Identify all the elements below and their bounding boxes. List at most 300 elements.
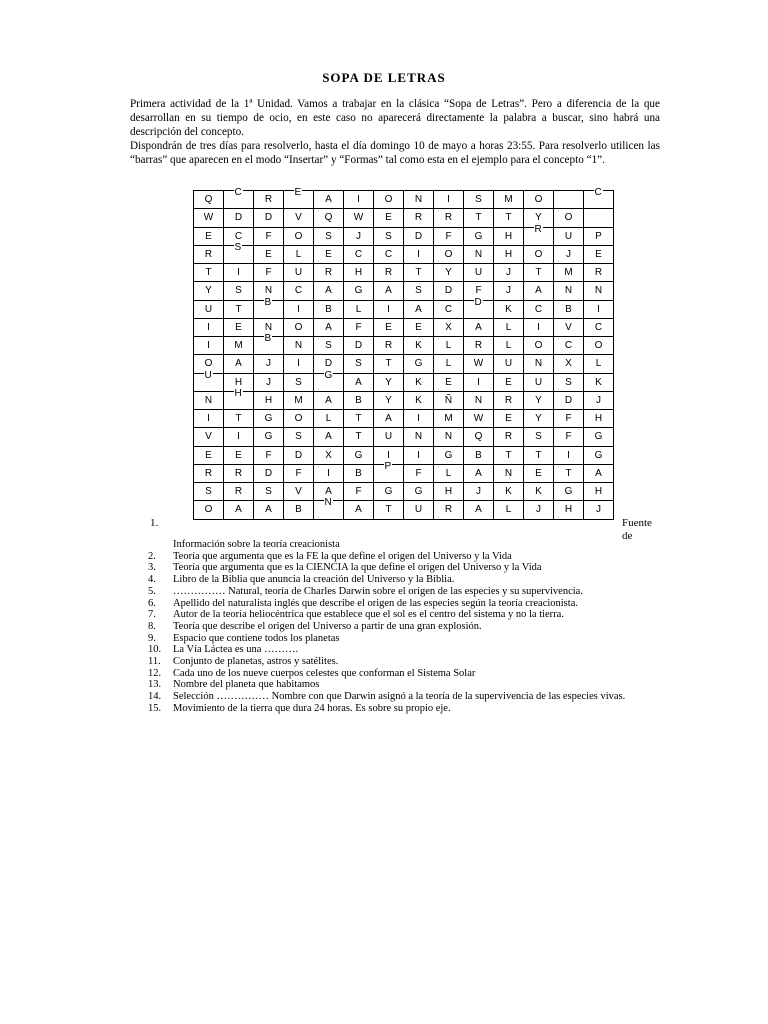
grid-cell: O bbox=[194, 355, 224, 373]
grid-cell: I bbox=[404, 446, 434, 464]
clue-item bbox=[148, 562, 688, 574]
overlay-letter: N bbox=[324, 497, 332, 509]
grid-cell: T bbox=[524, 264, 554, 282]
grid-cell: A bbox=[404, 300, 434, 318]
grid-row bbox=[194, 483, 614, 501]
grid-cell: N bbox=[194, 391, 224, 409]
grid-cell: O bbox=[524, 191, 554, 209]
grid-cell: T bbox=[194, 264, 224, 282]
grid-cell: D bbox=[434, 282, 464, 300]
grid-cell: Y bbox=[374, 373, 404, 391]
grid-cell: T bbox=[374, 501, 404, 519]
grid-cell: F bbox=[464, 282, 494, 300]
grid-cell: J bbox=[494, 282, 524, 300]
grid-cell: A bbox=[314, 428, 344, 446]
grid-cell: D bbox=[404, 227, 434, 245]
grid-cell: R bbox=[494, 428, 524, 446]
grid-cell: C bbox=[224, 227, 254, 245]
grid-cell: O bbox=[284, 410, 314, 428]
grid-row bbox=[194, 464, 614, 482]
overlay-letter: S bbox=[234, 241, 242, 253]
grid-cell: M bbox=[554, 264, 584, 282]
clue-number: 9. bbox=[148, 632, 156, 644]
grid-cell: T bbox=[404, 264, 434, 282]
grid-cell: O bbox=[524, 337, 554, 355]
grid-cell: A bbox=[374, 282, 404, 300]
grid-cell: W bbox=[464, 355, 494, 373]
grid-cell: C bbox=[524, 300, 554, 318]
clue-item bbox=[148, 539, 688, 551]
overlay-letter: U bbox=[204, 369, 212, 381]
grid-cell: D bbox=[314, 355, 344, 373]
intro-paragraph: Primera actividad de la 1ª Unidad. Vamos a trabajar en la clásica “Sopa de Letras”. Pero a diferencia de la que desarrollan en su tiempo de ocio, en este caso no aparecerá directamente la palabra a buscar, sino habrá una descripción del concepto. bbox=[130, 98, 660, 138]
grid-cell: E bbox=[434, 373, 464, 391]
grid-cell: H bbox=[494, 227, 524, 245]
grid-cell: S bbox=[524, 428, 554, 446]
grid-cell: L bbox=[434, 355, 464, 373]
grid-cell: S bbox=[404, 282, 434, 300]
grid-cell: N bbox=[284, 337, 314, 355]
grid-cell: C bbox=[584, 318, 614, 336]
grid-cell: E bbox=[494, 410, 524, 428]
grid-cell: H bbox=[434, 483, 464, 501]
grid-cell: M bbox=[284, 391, 314, 409]
grid-cell: I bbox=[374, 446, 404, 464]
grid-row bbox=[194, 337, 614, 355]
grid-cell: A bbox=[314, 191, 344, 209]
grid-cell: I bbox=[224, 264, 254, 282]
clue-item bbox=[148, 609, 688, 621]
grid-cell: L bbox=[584, 355, 614, 373]
grid-cell: E bbox=[224, 318, 254, 336]
grid-row bbox=[194, 446, 614, 464]
grid-cell: R bbox=[194, 245, 224, 263]
grid-cell: A bbox=[344, 501, 374, 519]
grid-row bbox=[194, 373, 614, 391]
grid-cell: E bbox=[494, 373, 524, 391]
grid-cell: C bbox=[344, 245, 374, 263]
grid-cell: P bbox=[584, 227, 614, 245]
overlay-letter: D bbox=[474, 296, 482, 308]
clue-text: Selección …………… Nombre con que Darwin asignó a la teoría de la supervivencia de las especies vivas. bbox=[173, 691, 626, 703]
grid-cell: G bbox=[254, 410, 284, 428]
grid-cell: J bbox=[524, 501, 554, 519]
grid-cell: I bbox=[404, 245, 434, 263]
grid-cell: L bbox=[494, 318, 524, 336]
grid-cell: J bbox=[464, 483, 494, 501]
clue-item bbox=[148, 703, 688, 715]
grid-cell: G bbox=[254, 428, 284, 446]
grid-cell: G bbox=[464, 227, 494, 245]
clue-item bbox=[148, 551, 688, 563]
clue-item bbox=[148, 574, 688, 586]
grid-cell: A bbox=[224, 355, 254, 373]
grid-cell: G bbox=[344, 446, 374, 464]
clue-number: 12. bbox=[148, 667, 162, 679]
clue-text: Teoría que describe el origen del Universo a partir de una gran explosión. bbox=[173, 620, 482, 632]
overlay-letter: H bbox=[234, 387, 242, 399]
grid-row bbox=[194, 209, 614, 227]
grid-cell: R bbox=[374, 337, 404, 355]
grid-cell: E bbox=[254, 245, 284, 263]
grid-cell: N bbox=[494, 464, 524, 482]
grid-cell: I bbox=[584, 300, 614, 318]
grid-cell: N bbox=[584, 282, 614, 300]
grid-cell: C bbox=[284, 282, 314, 300]
grid-cell: G bbox=[584, 446, 614, 464]
grid-cell: L bbox=[314, 410, 344, 428]
clue-text: Libro de la Biblia que anuncia la creación del Universo y la Biblia. bbox=[173, 574, 455, 586]
grid-cell: Ñ bbox=[434, 391, 464, 409]
grid-cell: O bbox=[434, 245, 464, 263]
grid-cell: B bbox=[344, 391, 374, 409]
overlay-letter: G bbox=[324, 369, 333, 381]
grid-cell: G bbox=[404, 483, 434, 501]
grid-cell: K bbox=[494, 300, 524, 318]
page-title: SOPA DE LETRAS bbox=[322, 70, 446, 85]
clue-item bbox=[148, 621, 688, 633]
grid-cell: D bbox=[284, 446, 314, 464]
grid-cell: Q bbox=[194, 191, 224, 209]
clue-text: Información sobre la teoría creacionista bbox=[173, 539, 340, 550]
grid-cell: A bbox=[524, 282, 554, 300]
grid-cell: S bbox=[314, 227, 344, 245]
grid-cell: F bbox=[344, 318, 374, 336]
grid-cell: H bbox=[494, 245, 524, 263]
grid-cell: E bbox=[314, 245, 344, 263]
grid-cell: N bbox=[524, 355, 554, 373]
clue-number: 10. bbox=[148, 644, 162, 656]
grid-cell: H bbox=[554, 501, 584, 519]
clue-text: Autor de la teoría heliocéntrica que establece que el sol es el centro del sistema y no la tierra. bbox=[173, 609, 564, 621]
grid-cell: C bbox=[374, 245, 404, 263]
clue-text: Teoría que argumenta que es la CIENCIA la que define el origen del Universo y la Vida bbox=[173, 562, 542, 574]
clue-item bbox=[148, 679, 688, 691]
grid-cell: K bbox=[494, 483, 524, 501]
grid-cell: F bbox=[344, 483, 374, 501]
grid-cell: H bbox=[254, 391, 284, 409]
grid-cell: O bbox=[554, 209, 584, 227]
grid-cell: U bbox=[464, 264, 494, 282]
grid-cell: A bbox=[464, 464, 494, 482]
grid-cell: R bbox=[194, 464, 224, 482]
grid-cell bbox=[584, 209, 614, 227]
grid-cell: J bbox=[344, 227, 374, 245]
grid-cell: T bbox=[344, 428, 374, 446]
grid-cell: A bbox=[314, 483, 344, 501]
grid-cell: I bbox=[554, 446, 584, 464]
grid-cell: D bbox=[224, 209, 254, 227]
grid-cell: T bbox=[524, 446, 554, 464]
clue-text: …………… Natural, teoría de Charles Darwin sobre el origen de las especies y su supervivencia. bbox=[173, 585, 583, 597]
grid-cell: J bbox=[584, 391, 614, 409]
grid-cell: S bbox=[374, 227, 404, 245]
grid-cell: B bbox=[284, 501, 314, 519]
grid-cell: R bbox=[374, 264, 404, 282]
clue-item bbox=[148, 633, 688, 645]
overlay-letter: R bbox=[534, 223, 542, 235]
grid-cell: T bbox=[464, 209, 494, 227]
grid-cell: A bbox=[464, 318, 494, 336]
grid-cell: I bbox=[464, 373, 494, 391]
grid-cell: T bbox=[224, 300, 254, 318]
grid-cell: U bbox=[554, 227, 584, 245]
grid-cell: Y bbox=[194, 282, 224, 300]
grid-row bbox=[194, 191, 614, 209]
clue-number: 1. bbox=[150, 517, 159, 529]
grid-row bbox=[194, 318, 614, 336]
grid-cell: A bbox=[374, 410, 404, 428]
fuente-label: Fuente de bbox=[622, 517, 652, 542]
grid-cell: B bbox=[554, 300, 584, 318]
grid-cell: I bbox=[524, 318, 554, 336]
grid-cell: L bbox=[284, 245, 314, 263]
overlay-letter: P bbox=[384, 460, 392, 472]
grid-row bbox=[194, 391, 614, 409]
grid-cell: V bbox=[284, 209, 314, 227]
grid-row bbox=[194, 501, 614, 519]
grid-cell: K bbox=[584, 373, 614, 391]
clue-text: Movimiento de la tierra que dura 24 horas. Es sobre su propio eje. bbox=[173, 702, 451, 714]
grid-cell: Q bbox=[314, 209, 344, 227]
clue-number: 2. bbox=[148, 550, 156, 562]
grid-cell: A bbox=[344, 373, 374, 391]
grid-cell: G bbox=[584, 428, 614, 446]
grid-cell: E bbox=[194, 227, 224, 245]
grid-cell: V bbox=[554, 318, 584, 336]
grid-cell: N bbox=[404, 428, 434, 446]
grid-cell: W bbox=[194, 209, 224, 227]
grid-cell: S bbox=[464, 191, 494, 209]
overlay-letter: C bbox=[234, 187, 242, 198]
grid-cell: G bbox=[434, 446, 464, 464]
grid-cell: S bbox=[554, 373, 584, 391]
grid-cell: G bbox=[404, 355, 434, 373]
grid-cell: I bbox=[284, 300, 314, 318]
intro-text bbox=[130, 97, 660, 167]
grid-cell: O bbox=[194, 501, 224, 519]
clue-text: Conjunto de planetas, astros y satélites. bbox=[173, 656, 339, 668]
grid-cell: O bbox=[284, 227, 314, 245]
clue-item bbox=[148, 668, 688, 680]
clue-text: Apellido del naturalista inglés que describe el origen de las especies según la teoría creacionista. bbox=[173, 597, 578, 609]
grid-cell: I bbox=[434, 191, 464, 209]
grid-cell: E bbox=[224, 446, 254, 464]
grid-cell: O bbox=[284, 318, 314, 336]
grid-cell: X bbox=[434, 318, 464, 336]
grid-cell: H bbox=[584, 483, 614, 501]
grid-cell: O bbox=[374, 191, 404, 209]
grid-cell: E bbox=[524, 464, 554, 482]
grid-cell: J bbox=[254, 373, 284, 391]
grid-cell: L bbox=[434, 337, 464, 355]
grid-cell: F bbox=[554, 410, 584, 428]
clue-item bbox=[148, 691, 688, 703]
grid-cell: L bbox=[494, 337, 524, 355]
grid-cell: T bbox=[554, 464, 584, 482]
clue-text: Espacio que contiene todos los planetas bbox=[173, 632, 340, 644]
clue-number: 3. bbox=[148, 562, 156, 574]
grid-cell: T bbox=[494, 446, 524, 464]
grid-cell: N bbox=[254, 318, 284, 336]
grid-cell: I bbox=[404, 410, 434, 428]
grid-row bbox=[194, 300, 614, 318]
clue-number: 7. bbox=[148, 609, 156, 621]
grid-cell: C bbox=[554, 337, 584, 355]
grid-cell: K bbox=[404, 391, 434, 409]
grid-cell: E bbox=[194, 446, 224, 464]
grid-cell: E bbox=[404, 318, 434, 336]
grid-row bbox=[194, 410, 614, 428]
grid-cell: J bbox=[554, 245, 584, 263]
grid-cell: S bbox=[194, 483, 224, 501]
clue-number: 5. bbox=[148, 585, 156, 597]
clue-number: 13. bbox=[148, 679, 162, 691]
grid-cell: Y bbox=[524, 209, 554, 227]
grid-cell: Y bbox=[524, 410, 554, 428]
grid-cell: I bbox=[344, 191, 374, 209]
grid-cell: J bbox=[254, 355, 284, 373]
grid-cell: I bbox=[314, 464, 344, 482]
clue-number: 8. bbox=[148, 620, 156, 632]
grid-cell: E bbox=[374, 209, 404, 227]
grid-cell: W bbox=[464, 410, 494, 428]
grid-cell: A bbox=[314, 282, 344, 300]
grid-cell: F bbox=[404, 464, 434, 482]
grid-cell: D bbox=[554, 391, 584, 409]
grid-cell: C bbox=[434, 300, 464, 318]
grid-cell: K bbox=[404, 337, 434, 355]
grid-cell: S bbox=[254, 483, 284, 501]
grid-cell: F bbox=[554, 428, 584, 446]
clue-number: 14. bbox=[148, 691, 162, 703]
grid-cell: X bbox=[314, 446, 344, 464]
clue-number: 6. bbox=[148, 597, 156, 609]
grid-cell: U bbox=[194, 300, 224, 318]
grid-row bbox=[194, 428, 614, 446]
grid-cell: U bbox=[284, 264, 314, 282]
grid-cell: M bbox=[494, 191, 524, 209]
overlay-letter: B bbox=[264, 333, 272, 344]
grid-row bbox=[194, 264, 614, 282]
grid-cell: V bbox=[284, 483, 314, 501]
grid-cell: I bbox=[224, 428, 254, 446]
grid-cell: B bbox=[464, 446, 494, 464]
grid-cell: I bbox=[284, 355, 314, 373]
grid-cell: R bbox=[404, 209, 434, 227]
grid-cell: R bbox=[314, 264, 344, 282]
grid-cell: S bbox=[314, 337, 344, 355]
grid-cell: F bbox=[254, 264, 284, 282]
grid-cell: L bbox=[344, 300, 374, 318]
grid-cell: A bbox=[254, 501, 284, 519]
grid-cell: K bbox=[524, 483, 554, 501]
grid-cell: R bbox=[224, 464, 254, 482]
grid-cell: L bbox=[494, 501, 524, 519]
grid-cell: N bbox=[434, 428, 464, 446]
grid-cell: N bbox=[464, 245, 494, 263]
clue-number: 4. bbox=[148, 574, 156, 586]
clue-text: Nombre del planeta que habitamos bbox=[173, 679, 320, 691]
grid-cell: D bbox=[344, 337, 374, 355]
grid-cell: R bbox=[254, 191, 284, 209]
grid-cell: A bbox=[584, 464, 614, 482]
grid-cell: U bbox=[524, 373, 554, 391]
grid-cell: T bbox=[224, 410, 254, 428]
grid-cell: A bbox=[464, 501, 494, 519]
grid-cell: D bbox=[254, 464, 284, 482]
grid-cell: D bbox=[254, 209, 284, 227]
grid-cell: J bbox=[494, 264, 524, 282]
grid-cell: G bbox=[344, 282, 374, 300]
grid-cell: N bbox=[464, 391, 494, 409]
grid-cell: Y bbox=[524, 391, 554, 409]
grid-cell: I bbox=[194, 410, 224, 428]
grid-cell: H bbox=[344, 264, 374, 282]
clue-text: Teoría que argumenta que es la FE la que define el origen del Universo y la Vida bbox=[173, 550, 512, 562]
grid-row bbox=[194, 282, 614, 300]
grid-cell: R bbox=[434, 209, 464, 227]
clue-number: 11. bbox=[148, 656, 161, 668]
grid-cell: O bbox=[524, 245, 554, 263]
grid-cell: R bbox=[224, 483, 254, 501]
grid-cell: U bbox=[404, 501, 434, 519]
grid-row bbox=[194, 245, 614, 263]
grid-cell: F bbox=[284, 464, 314, 482]
grid-cell: A bbox=[224, 501, 254, 519]
grid-cell: I bbox=[194, 337, 224, 355]
clue-text: La Vía Láctea es una ………. bbox=[173, 644, 299, 656]
clue-number: 15. bbox=[148, 702, 162, 714]
grid-cell: J bbox=[584, 501, 614, 519]
grid-cell: H bbox=[584, 410, 614, 428]
grid-cell: T bbox=[494, 209, 524, 227]
clue-item bbox=[148, 586, 688, 598]
clue-item bbox=[148, 656, 688, 668]
grid-cell: R bbox=[464, 337, 494, 355]
overlay-letter: C bbox=[594, 187, 602, 198]
grid-cell: M bbox=[224, 337, 254, 355]
grid-cell: S bbox=[284, 428, 314, 446]
overlay-letter: B bbox=[264, 296, 272, 308]
grid-cell: E bbox=[374, 318, 404, 336]
grid-cell bbox=[554, 191, 584, 209]
clue-list bbox=[148, 539, 688, 715]
word-search-grid bbox=[193, 187, 614, 520]
grid-cell: R bbox=[584, 264, 614, 282]
grid-cell: F bbox=[254, 227, 284, 245]
grid-cell: A bbox=[314, 318, 344, 336]
grid-cell: F bbox=[254, 446, 284, 464]
clue-item bbox=[148, 644, 688, 656]
grid-cell: S bbox=[224, 282, 254, 300]
grid-cell: A bbox=[314, 391, 344, 409]
grid-cell: S bbox=[284, 373, 314, 391]
grid-cell: G bbox=[554, 483, 584, 501]
grid-cell: K bbox=[404, 373, 434, 391]
grid-cell: I bbox=[194, 318, 224, 336]
grid-cell: Y bbox=[374, 391, 404, 409]
grid-cell: Q bbox=[464, 428, 494, 446]
grid-cell: R bbox=[494, 391, 524, 409]
grid-cell: G bbox=[374, 483, 404, 501]
grid-cell: N bbox=[404, 191, 434, 209]
grid-cell: I bbox=[374, 300, 404, 318]
grid-cell: W bbox=[344, 209, 374, 227]
grid-cell: F bbox=[434, 227, 464, 245]
grid-cell: S bbox=[344, 355, 374, 373]
grid-cell: M bbox=[434, 410, 464, 428]
